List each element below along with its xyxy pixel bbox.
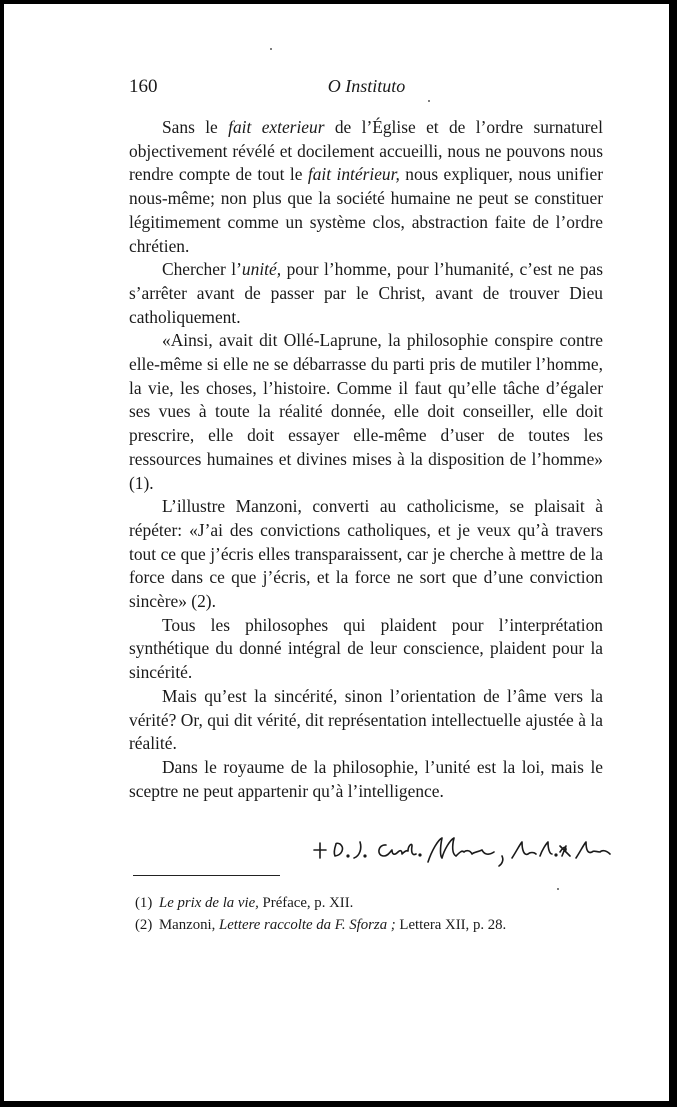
body-text xyxy=(129,116,603,803)
paper-speck xyxy=(428,100,430,102)
running-title: O Instituto xyxy=(327,76,406,96)
paragraph xyxy=(129,116,603,258)
text-run: Tous les philosophes qui plaident pour l’interprétation synthétique du donné intégral de leur conscience, plaident pour la sincérité. xyxy=(129,614,603,683)
book-page xyxy=(4,4,669,1101)
italic-text: fait intérieur, xyxy=(307,164,400,185)
paragraph xyxy=(129,614,603,685)
text-run: pour l’homme, pour l’humanité, c’est ne pas s’arrêter avant de passer par le Christ, avant de trouver Dieu catholiquement. xyxy=(129,259,603,327)
text-run: Lettera XII, p. 28. xyxy=(395,917,507,933)
text-run: Préface, p. XII. xyxy=(258,895,354,911)
paragraph xyxy=(129,329,603,495)
page-header xyxy=(129,76,604,100)
footnotes xyxy=(135,892,605,936)
footnote-number: (1) xyxy=(135,895,153,911)
footnote-rule xyxy=(133,875,280,876)
text-run: nous expliquer, nous unifier nous-même; non plus que la société humaine ne peut se constituer légitimement comme un système clos, abstraction faite de l’ordre chrétien. xyxy=(129,164,603,256)
text-run: «Ainsi, avait dit Ollé-Laprune, la philosophie conspire contre elle-même si elle ne se débarrasse du parti pris de mutiler l’homme, la vie, les choses, l’histoire. Comme il faut qu’elle tâche d’égaler ses vues à toute la réalité donnée, elle doit conseiller, elle doit prescrire, elle doit essayer elle-même d’user de toutes les ressources humaines et divines mises à la disposition de l’homme» (1). xyxy=(129,330,603,493)
handwritten-signature xyxy=(304,814,614,872)
footnote xyxy=(135,892,605,914)
text-run: de l’Église et de l’ordre surnaturel objectivement révélé et docilement accueilli, nous ne pouvons nous rendre compte de tout le xyxy=(129,117,603,185)
paper-speck xyxy=(557,888,559,890)
paragraph xyxy=(129,495,603,614)
italic-text: fait exterieur xyxy=(228,117,325,137)
text-run: Manzoni, xyxy=(159,917,219,933)
text-run: L’illustre Manzoni, converti au catholicisme, se plaisait à répéter: «J’ai des convictions catholiques, et je veux qu’à travers tout ce que j’écris elles transparaissent, car je cherche à mettre de la force dans ce que j’écris, et la force ne sort que d’une conviction sincère» (2). xyxy=(129,496,603,612)
text-run: Dans le royaume de la philosophie, l’unité est la loi, mais le sceptre ne peut appartenir qu’à l’intelligence. xyxy=(129,756,603,801)
footnote-number: (2) xyxy=(135,917,153,933)
paragraph xyxy=(129,258,603,329)
paragraph xyxy=(129,685,603,756)
italic-text: Lettere raccolte da F. Sforza ; xyxy=(219,917,396,933)
paper-speck xyxy=(270,48,272,50)
text-run: Chercher l’ xyxy=(162,259,242,280)
paragraph xyxy=(129,756,603,803)
italic-text: Le prix de la vie, xyxy=(159,895,259,911)
text-run: Sans le xyxy=(162,117,229,137)
text-run: Mais qu’est la sincérité, sinon l’orientation de l’âme vers la vérité? Or, qui dit vérité, dit représentation intellectuelle ajustée à la réalité. xyxy=(129,685,603,754)
signature-text: + D. J. Card. Mercier, Arch. de Malines xyxy=(304,814,558,831)
page-number: 160 xyxy=(129,76,158,97)
footnote xyxy=(135,914,605,936)
italic-text: unité, xyxy=(241,259,282,280)
